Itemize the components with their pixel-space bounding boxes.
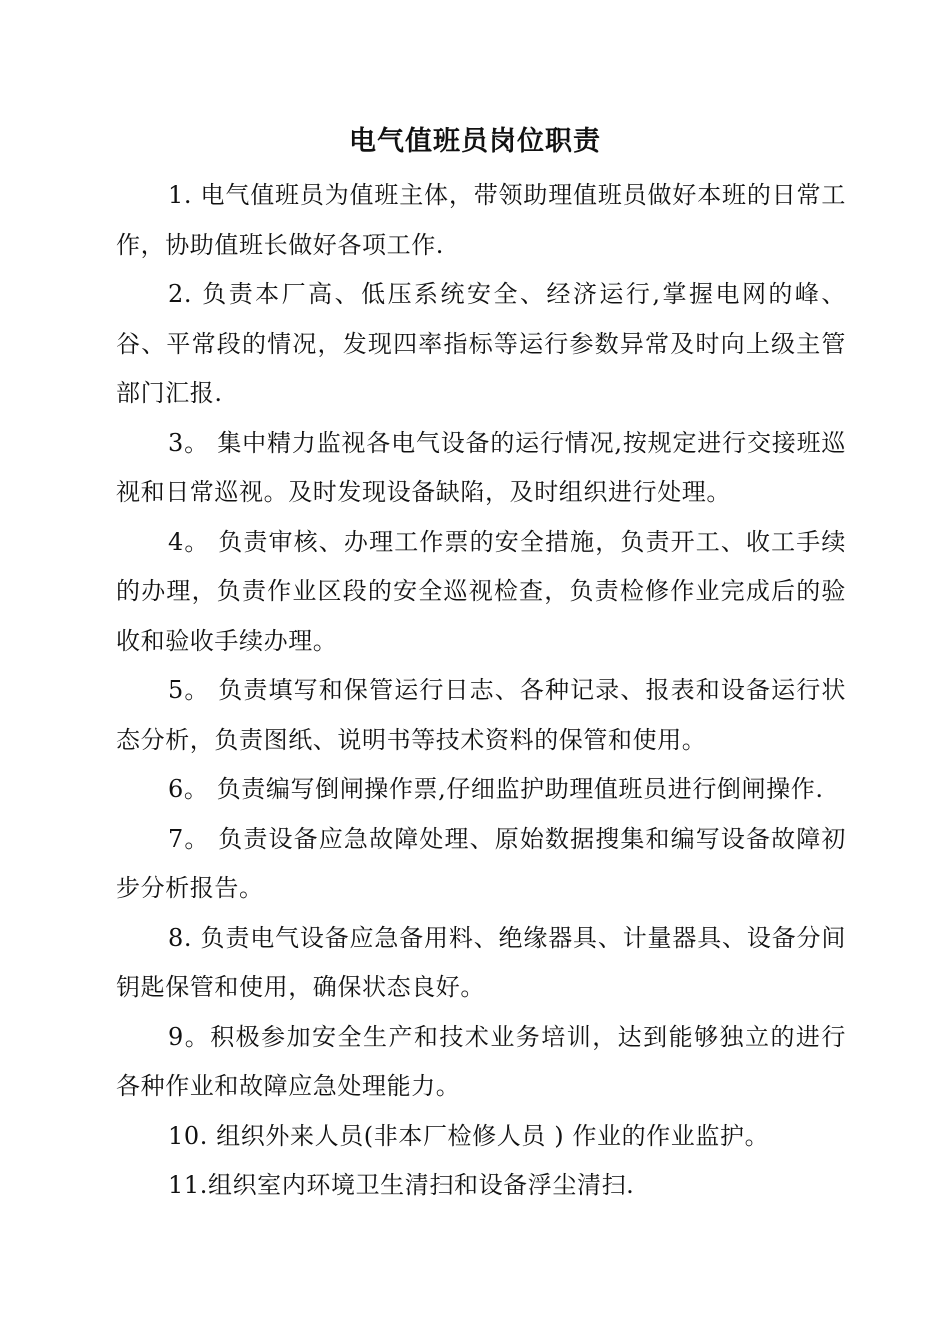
duty-item-9: 9。积极参加安全生产和技术业务培训，达到能够独立的进行各种作业和故障应急处理能力。 (116, 1022, 846, 1100)
duty-item-2: 2. 负责本厂高、低压系统安全、经济运行,掌握电网的峰、谷、平常段的情况，发现四率指标等运行参数异常及时向上级主管部门汇报. (116, 280, 846, 407)
duty-item-3: 3。 集中精力监视各电气设备的运行情况,按规定进行交接班巡视和日常巡视。及时发现设备缺陷，及时组织进行处理。 (116, 428, 846, 506)
duty-item-7: 7。 负责设备应急故障处理、原始数据搜集和编写设备故障初步分析报告。 (116, 824, 846, 902)
document-body (116, 171, 846, 1211)
duty-item-4: 4。 负责审核、办理工作票的安全措施，负责开工、收工手续的办理，负责作业区段的安全巡视检查，负责检修作业完成后的验收和验收手续办理。 (116, 527, 846, 655)
duty-item-11: 11.组织室内环境卫生清扫和设备浮尘清扫. (168, 1171, 635, 1199)
duty-item-10: 10. 组织外来人员(非本厂检修人员 ) 作业的作业监护。 (168, 1121, 770, 1150)
duty-item-6: 6。 负责编写倒闸操作票,仔细监护助理值班员进行倒闸操作. (168, 775, 824, 803)
document-title: 电气值班员岗位职责 (349, 126, 601, 157)
duty-item-8: 8. 负责电气设备应急备用料、绝缘器具、计量器具、设备分间钥匙保管和使用，确保状态良好。 (116, 923, 846, 1001)
duty-item-1: 1. 电气值班员为值班主体，带领助理值班员做好本班的日常工作，协助值班长做好各项工作. (116, 181, 846, 259)
duty-item-5: 5。 负责填写和保管运行日志、各种记录、报表和设备运行状态分析，负责图纸、说明书等技术资料的保管和使用。 (116, 676, 846, 754)
